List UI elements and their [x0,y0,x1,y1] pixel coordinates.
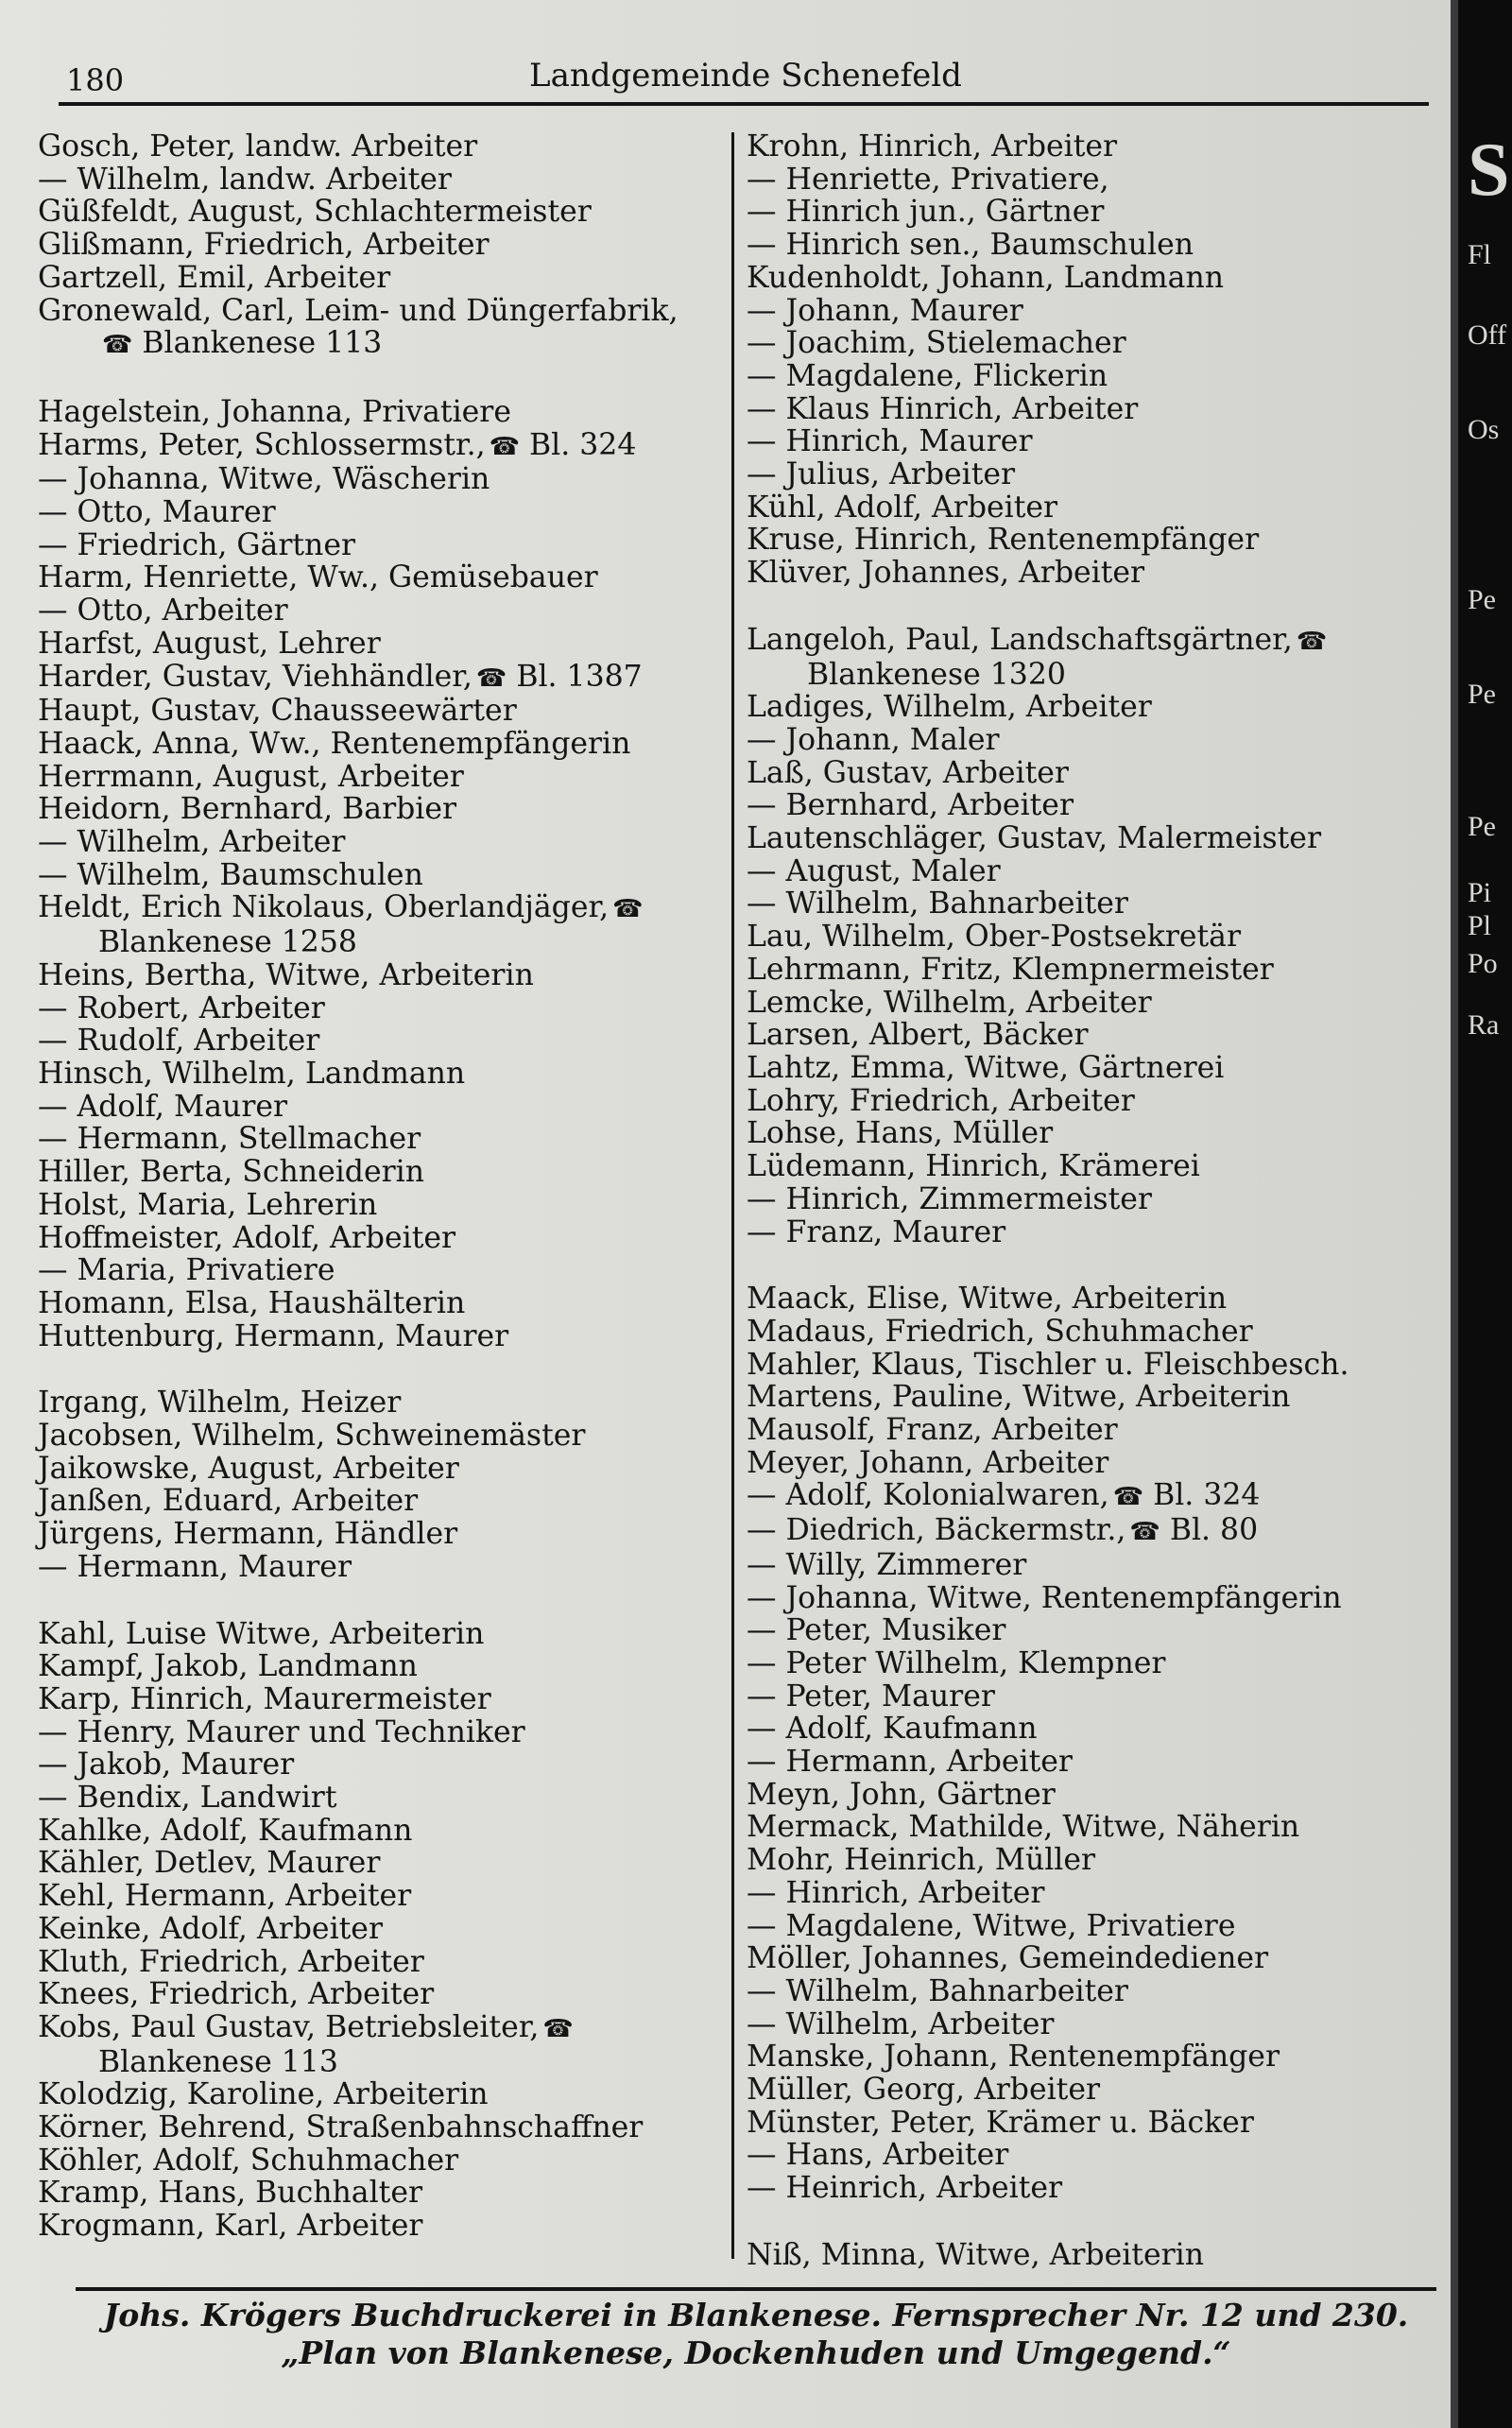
directory-entry [747,1414,1446,1447]
edge-fragment: Pe [1468,679,1496,710]
directory-entry [747,557,1446,590]
directory-entry [38,1320,728,1353]
entry-text: — Joachim, Stielemacher [747,326,1126,361]
directory-entry [38,229,728,262]
directory-entry [747,1582,1446,1615]
directory-entry [38,992,728,1025]
column-divider [731,132,734,2259]
directory-entry [38,1386,728,1420]
entry-text: — Adolf, Kolonialwaren, [747,1478,1109,1513]
entry-text: Hinsch, Wilhelm, Landmann [38,1056,466,1091]
directory-entry [747,1514,1446,1549]
entry-text: — Robert, Arbeiter [38,990,325,1025]
entry-text: Karp, Hinrich, Maurermeister [38,1681,491,1716]
entry-text: Langeloh, Paul, Landschaftsgärtner, [747,622,1293,657]
directory-entry [747,196,1446,229]
directory-entry [747,1283,1446,1316]
entry-text: — Johann, Maler [747,722,1000,757]
footer-line-1: Johs. Krögers Buchdruckerei in Blankenese. Fernsprecher Nr. 12 und 230. [103,2297,1409,2333]
directory-entry [747,1349,1446,1382]
adjacent-page-edge [1451,0,1512,2428]
directory-entry [38,661,728,696]
directory-entry [747,1216,1446,1249]
entry-text: Meyn, John, Gärtner [747,1777,1056,1812]
directory-entry [38,1946,728,1979]
entry-text: — August, Maler [747,853,1001,888]
directory-entry [38,1453,728,1486]
entry-text: Körner, Behrend, Straßenbahnschaffner [38,2110,644,2145]
entry-text: — Bendix, Landwirt [38,1781,337,1816]
entry-text: Kolodzig, Karoline, Arbeiterin [38,2077,489,2112]
entry-text: Kobs, Paul Gustav, Betriebsleiter, [38,2009,540,2044]
entry-text: — Willy, Zimmerer [747,1547,1027,1582]
entry-text: Harfst, August, Lehrer [38,626,381,661]
entry-text: Krohn, Hinrich, Arbeiter [747,129,1118,164]
directory-entry [747,164,1446,197]
entry-text: Harms, Peter, Schlossermstr., [38,427,486,462]
entry-text: — Wilhelm, Baumschulen [38,857,423,892]
entry-text: Heldt, Erich Nikolaus, Oberlandjäger, [38,890,610,925]
directory-entry [747,524,1446,557]
directory-entry [38,1880,728,1913]
directory-entry [38,1847,728,1880]
entry-text: — Henry, Maurer und Techniker [38,1714,525,1749]
directory-entry [747,1811,1446,1844]
entry-text: — Hermann, Maurer [38,1549,352,1584]
directory-entry [38,1254,728,1287]
entry-text: Herrmann, August, Arbeiter [38,759,464,794]
directory-entry [38,1287,728,1320]
entry-text: — Wilhelm, Arbeiter [38,825,346,860]
entry-text: Müller, Georg, Arbeiter [747,2073,1101,2108]
directory-entry [38,1518,728,1551]
telephone-icon: ☎ [542,2014,574,2043]
entry-text: — Maria, Privatiere [38,1253,335,1288]
directory-entry [747,1910,1446,1943]
directory-entry [38,1189,728,1222]
directory-entry [38,2078,728,2111]
directory-entry [747,1019,1446,1052]
directory-entry [747,1052,1446,1085]
directory-entry [38,594,728,628]
entry-text: Heins, Bertha, Witwe, Arbeiterin [38,957,534,992]
directory-entry [747,789,1446,822]
entry-text: Gronewald, Carl, Leim- und Düngerfabrik, [38,293,679,328]
entry-text: Holst, Maria, Lehrerin [38,1187,378,1222]
entry-text: — Adolf, Maurer [38,1089,288,1124]
entry-text: — Henriette, Privatiere, [747,162,1109,197]
entry-text: Blankenese 113 [98,2044,338,2079]
entry-text: Meyer, Johann, Arbeiter [747,1445,1109,1480]
directory-entry [38,761,728,794]
section-gap [38,1584,728,1618]
directory-entry [747,327,1446,360]
directory-entry [38,496,728,529]
directory-entry [747,491,1446,525]
entry-text: Klüver, Johannes, Arbeiter [747,556,1145,591]
directory-entry [38,1058,728,1091]
entry-text: Krogmann, Karl, Arbeiter [38,2209,423,2244]
edge-fragment: Os [1468,414,1500,445]
directory-entry [38,859,728,892]
section-gap [747,1248,1446,1283]
directory-entry [38,396,728,429]
telephone-icon: ☎ [1112,1483,1144,1512]
entry-text: Kruse, Hinrich, Rentenempfänger [747,523,1260,558]
directory-entry [747,724,1446,757]
directory-entry [747,1713,1446,1746]
entry-text: — Peter, Musiker [747,1613,1006,1648]
entry-text: Mermack, Mathilde, Witwe, Näherin [747,1810,1300,1845]
entry-text: — Bernhard, Arbeiter [747,788,1074,823]
directory-entry [38,1650,728,1683]
telephone-icon: ☎ [102,331,133,360]
directory-entry [38,1420,728,1453]
directory-entry [38,695,728,728]
page-title: Landgemeinde Schenefeld [529,57,962,95]
directory-entry [38,891,728,926]
entry-text: Hoffmeister, Adolf, Arbeiter [38,1220,456,1255]
entry-text: Jacobsen, Wilhelm, Schweinemäster [38,1419,586,1454]
entry-text: — Wilhelm, Bahnarbeiter [747,887,1128,921]
entry-text: — Friedrich, Gärtner [38,527,356,562]
printer-footer [76,2297,1436,2372]
directory-entry [747,1779,1446,1812]
entry-text: — Johanna, Witwe, Rentenempfängerin [747,1580,1342,1615]
directory-entry [747,1647,1446,1680]
directory-entry [747,2074,1446,2107]
entry-text: — Hinrich sen., Baumschulen [747,228,1194,263]
edge-fragment: Pi [1468,877,1492,908]
entry-text: Hagelstein, Johanna, Privatiere [38,394,512,429]
directory-entry [38,1782,728,1815]
edge-fragment: Pl [1468,910,1492,941]
entry-text: — Heinrich, Arbeiter [747,2171,1063,2206]
directory-entry [38,793,728,826]
directory-entry [38,2111,728,2144]
entry-text: Maack, Elise, Witwe, Arbeiterin [747,1282,1228,1317]
directory-entry [747,1877,1446,1910]
entry-text: Kühl, Adolf, Arbeiter [747,490,1058,525]
directory-entry [747,1746,1446,1779]
entry-text: — Magdalene, Witwe, Privatiere [747,1908,1236,1943]
directory-entry [747,921,1446,954]
directory-entry [747,1844,1446,1877]
edge-fragment: Ra [1468,1009,1500,1041]
entry-text: — Hermann, Stellmacher [38,1122,421,1157]
directory-entry [38,1683,728,1716]
telephone-icon: ☎ [475,663,507,693]
entry-text: — Johanna, Witwe, Wäscherin [38,462,490,497]
directory-entry [38,196,728,229]
entry-text: Lahtz, Emma, Witwe, Gärtnerei [747,1050,1225,1085]
directory-entry [38,1815,728,1848]
directory-entry [38,130,728,164]
entry-text: — Hinrich, Zimmermeister [747,1181,1152,1216]
entry-text: — Jakob, Maurer [38,1748,295,1782]
telephone-icon: ☎ [1296,627,1328,656]
directory-entry [747,1680,1446,1713]
directory-entry [38,1025,728,1058]
entry-text: Möller, Johannes, Gemeindediener [747,1941,1269,1976]
entry-text: Madaus, Friedrich, Schuhmacher [747,1314,1253,1349]
directory-entry [38,2210,728,2243]
directory-entry [38,959,728,992]
directory-entry [38,2046,728,2079]
section-gap [38,362,728,396]
directory-entry [747,1150,1446,1183]
directory-entry [38,1618,728,1651]
directory-entry [38,295,728,328]
directory-entry [38,429,728,464]
entry-text: — Otto, Maurer [38,495,276,530]
directory-entry [747,458,1446,491]
directory-entry [38,1748,728,1782]
directory-entry [747,954,1446,987]
directory-entry [38,561,728,594]
entry-text: — Wilhelm, Arbeiter [747,2006,1055,2041]
entry-text: Kähler, Detlev, Maurer [38,1846,381,1881]
directory-entry [38,262,728,295]
entry-text: Kahl, Luise Witwe, Arbeiterin [38,1616,485,1651]
entry-text: — Franz, Maurer [747,1214,1006,1249]
directory-entry [747,393,1446,426]
entry-text: Harm, Henriette, Ww., Gemüsebauer [38,560,598,595]
entry-text: — Rudolf, Arbeiter [38,1024,320,1059]
directory-entry [747,659,1446,692]
entry-text: Lohse, Hans, Müller [747,1116,1054,1151]
directory-entry [747,822,1446,855]
entry-text: Knees, Friedrich, Arbeiter [38,1977,435,2012]
entry-text: Blankenese 1258 [98,925,357,960]
entry-text: Irgang, Wilhelm, Heizer [38,1386,402,1421]
directory-entry [38,1551,728,1584]
entry-text: — Klaus Hinrich, Arbeiter [747,391,1139,426]
page-number: 180 [66,62,125,98]
entry-text: Homann, Elsa, Haushälterin [38,1285,466,1320]
entry-text: Blankenese 113 [142,326,383,361]
directory-entry [38,628,728,661]
entry-text: Kehl, Hermann, Arbeiter [38,1879,412,1914]
directory-entry [747,262,1446,295]
entry-text: Huttenburg, Hermann, Maurer [38,1318,509,1353]
entry-text: Haupt, Gustav, Chausseewärter [38,694,517,729]
section-gap [747,2205,1446,2239]
directory-entry [747,2139,1446,2172]
entry-text: Gosch, Peter, landw. Arbeiter [38,129,478,164]
entry-text: Harder, Gustav, Viehhändler, [38,659,472,694]
entry-text: Lautenschläger, Gustav, Malermeister [747,821,1322,856]
edge-fragment: Pe [1468,811,1496,842]
directory-entry [747,887,1446,921]
entry-text: Ladiges, Wilhelm, Arbeiter [747,690,1152,725]
entry-text: Kramp, Hans, Buchhalter [38,2176,423,2211]
entry-text: — Otto, Arbeiter [38,594,288,629]
right-column [747,130,1446,2272]
entry-text: Laß, Gustav, Arbeiter [747,755,1069,790]
entry-text: Kahlke, Adolf, Kaufmann [38,1813,413,1848]
entry-text: Niß, Minna, Witwe, Arbeiterin [747,2237,1205,2272]
directory-entry [747,1614,1446,1647]
directory-entry [747,757,1446,790]
directory-entry [38,2144,728,2178]
directory-entry [747,624,1446,659]
directory-entry [38,164,728,197]
left-column [38,130,728,2243]
directory-entry [38,1913,728,1946]
directory-entry [38,728,728,761]
directory-entry [38,926,728,959]
entry-text: Lemcke, Wilhelm, Arbeiter [747,985,1152,1020]
entry-text: — Peter Wilhelm, Klempner [747,1645,1166,1680]
edge-fragment: Pe [1468,584,1496,615]
footer-line-2: „Plan von Blankenese, Dockenhuden und Umgegend.“ [281,2334,1231,2371]
directory-entry [747,1975,1446,2008]
entry-text: Haack, Anna, Ww., Rentenempfängerin [38,726,631,761]
entry-text: Jürgens, Hermann, Händler [38,1517,458,1552]
directory-entry [38,826,728,859]
entry-text: Hiller, Berta, Schneiderin [38,1155,425,1190]
directory-entry [747,987,1446,1020]
directory-entry [747,2041,1446,2074]
directory-entry [38,1716,728,1749]
phone-number: Bl. 324 [1153,1478,1261,1513]
entry-text: Kampf, Jakob, Landmann [38,1649,418,1684]
phone-number: Bl. 1387 [516,659,643,694]
directory-entry [747,1447,1446,1480]
directory-entry [38,1091,728,1124]
directory-entry [747,1381,1446,1414]
entry-text: — Diedrich, Bäckermstr., [747,1513,1126,1548]
entry-text: Manske, Johann, Rentenempfänger [747,2040,1280,2075]
directory-entry [747,1085,1446,1118]
entry-text: Heidorn, Bernhard, Barbier [38,792,457,827]
entry-text: Kluth, Friedrich, Arbeiter [38,1944,424,1979]
directory-entry [747,1316,1446,1349]
entry-text: Köhler, Adolf, Schuhmacher [38,2143,459,2178]
directory-entry [747,1549,1446,1582]
directory-entry [747,1942,1446,1975]
directory-entry [38,463,728,496]
entry-text: — Wilhelm, landw. Arbeiter [38,162,452,197]
header-rule [59,102,1429,106]
entry-text: Jaikowske, August, Arbeiter [38,1451,459,1486]
directory-entry [747,691,1446,724]
entry-text: Keinke, Adolf, Arbeiter [38,1911,384,1946]
entry-text: Münster, Peter, Krämer u. Bäcker [747,2105,1254,2140]
entry-text: Mahler, Klaus, Tischler u. Fleischbesch. [747,1347,1349,1382]
entry-text: — Peter, Maurer [747,1679,995,1713]
directory-entry [747,425,1446,458]
directory-entry [747,2239,1446,2272]
entry-text: — Wilhelm, Bahnarbeiter [747,1973,1128,2008]
directory-entry [38,1978,728,2011]
edge-fragment: S [1468,129,1510,212]
telephone-icon: ☎ [489,432,520,461]
entry-text: Kudenholdt, Johann, Landmann [747,260,1225,295]
entry-text: Larsen, Albert, Bäcker [747,1018,1089,1053]
directory-entry [747,1183,1446,1216]
entry-text: — Hermann, Arbeiter [747,1745,1073,1780]
directory-entry [747,2107,1446,2140]
page-fold [1451,0,1458,2428]
directory-entry [38,2011,728,2046]
entry-text: — Adolf, Kaufmann [747,1712,1038,1747]
entry-text: Güßfeldt, August, Schlachtermeister [38,195,592,230]
entry-text: Gartzell, Emil, Arbeiter [38,260,391,295]
entry-text: Lau, Wilhelm, Ober-Postsekretär [747,920,1242,955]
entry-text: — Hinrich, Arbeiter [747,1875,1045,1910]
directory-entry [38,1123,728,1156]
entry-text: Blankenese 1320 [807,657,1066,692]
directory-entry [747,1117,1446,1150]
directory-entry [38,1156,728,1189]
entry-text: — Magdalene, Flickerin [747,358,1108,393]
entry-text: — Hinrich jun., Gärtner [747,195,1105,230]
directory-entry [38,327,728,362]
edge-fragment: Fl [1468,239,1492,270]
directory-entry [747,360,1446,393]
entry-text: Glißmann, Friedrich, Arbeiter [38,228,490,263]
entry-text: — Hinrich, Maurer [747,424,1033,459]
entry-text: — Hans, Arbeiter [747,2138,1009,2173]
directory-entry [38,2177,728,2210]
directory-entry [747,130,1446,164]
phone-number: Bl. 80 [1169,1513,1259,1548]
entry-text: Lohry, Friedrich, Arbeiter [747,1083,1135,1118]
entry-text: Mausolf, Franz, Arbeiter [747,1413,1118,1448]
telephone-icon: ☎ [612,895,644,924]
directory-entry [747,295,1446,328]
footer-rule [76,2287,1436,2291]
edge-fragment: Off [1468,319,1507,351]
section-gap [747,590,1446,624]
entry-text: Lehrmann, Fritz, Klempnermeister [747,952,1274,987]
directory-entry [38,1222,728,1255]
directory-entry [747,855,1446,888]
directory-entry [747,2172,1446,2205]
entry-text: Lüdemann, Hinrich, Krämerei [747,1149,1200,1184]
entry-text: Martens, Pauline, Witwe, Arbeiterin [747,1380,1291,1415]
directory-entry [38,529,728,562]
section-gap [38,1352,728,1386]
edge-fragment: Po [1468,948,1498,979]
directory-entry [747,1479,1446,1514]
page-header [66,55,1427,102]
entry-text: — Julius, Arbeiter [747,457,1016,492]
directory-entry [747,2008,1446,2041]
directory-entry [38,1485,728,1518]
entry-text: — Johann, Maurer [747,293,1023,328]
phone-number: Bl. 324 [529,427,637,462]
telephone-icon: ☎ [1129,1518,1160,1547]
entry-text: Janßen, Eduard, Arbeiter [38,1484,419,1519]
entry-text: Mohr, Heinrich, Müller [747,1843,1096,1878]
directory-entry [747,229,1446,262]
